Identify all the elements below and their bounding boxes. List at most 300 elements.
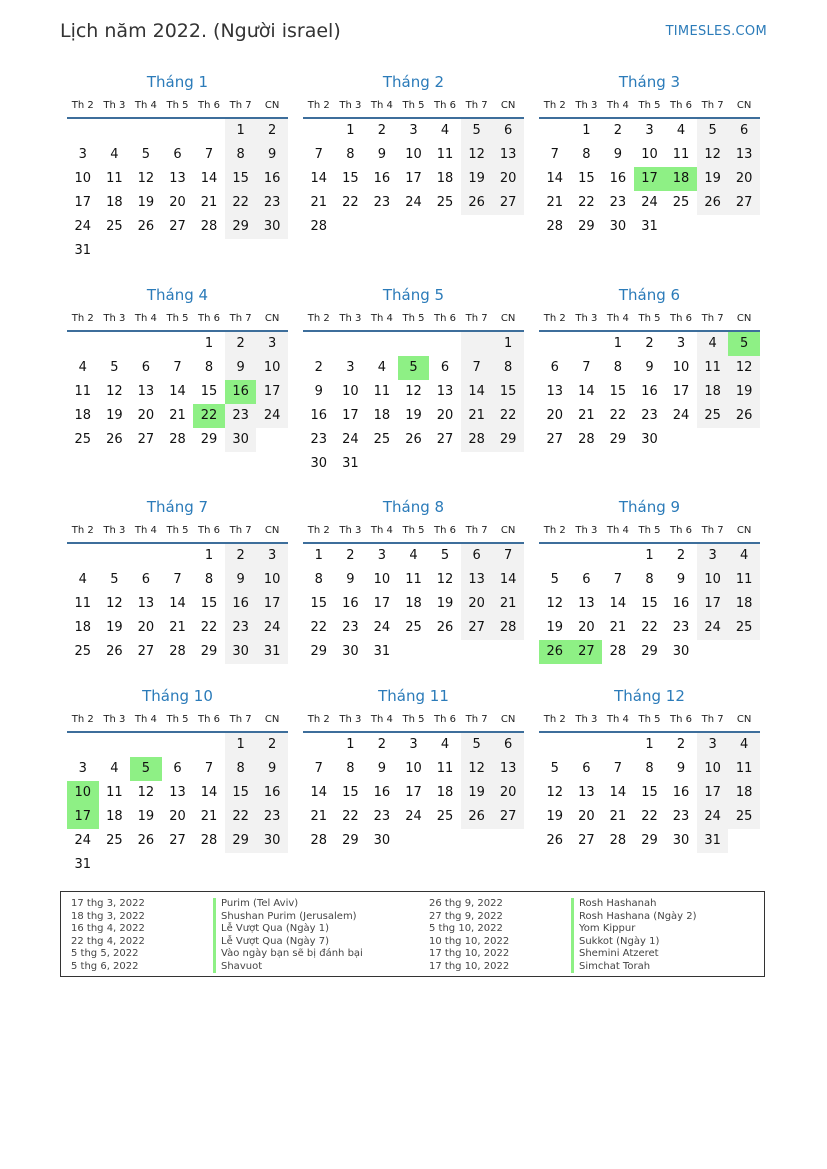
day-cell: 23 xyxy=(672,620,690,635)
day-cell: 8 xyxy=(314,572,323,587)
day-cell: 14 xyxy=(492,568,524,592)
weekday-label: Th 3 xyxy=(339,713,362,725)
day-cell: 13 xyxy=(436,384,454,399)
day-cell: 17 xyxy=(405,785,422,800)
day-cell: 25 xyxy=(405,620,422,635)
legend-date: 18 thg 3, 2022 xyxy=(71,910,145,922)
day-cell: 19 xyxy=(106,408,123,423)
day-cell: 3 xyxy=(78,147,87,162)
legend-date: 17 thg 10, 2022 xyxy=(429,948,510,959)
weekday-label: Th 3 xyxy=(103,99,126,111)
day-cell: 20 xyxy=(461,592,493,616)
day-cell: 12 xyxy=(436,572,454,587)
day-cell: 1 xyxy=(645,737,654,752)
empty-cell xyxy=(303,733,335,757)
day-cell: 14 xyxy=(546,171,564,186)
weekday-label: Th 4 xyxy=(370,99,393,111)
weekday-label: Th 5 xyxy=(638,312,661,324)
day-cell: 12 xyxy=(546,596,564,611)
day-cell: 24 xyxy=(373,620,391,635)
day-cell: 30 xyxy=(373,833,391,848)
day-cell: 22 xyxy=(342,195,359,210)
month-block xyxy=(303,284,524,476)
day-cell: 30 xyxy=(256,215,288,239)
day-cell: 21 xyxy=(546,195,564,210)
empty-cell xyxy=(130,332,162,356)
day-cell: 30 xyxy=(342,644,359,659)
day-cell: 27 xyxy=(461,616,493,640)
day-cell: 22 xyxy=(641,809,658,824)
empty-cell xyxy=(398,332,430,356)
day-cell: 11 xyxy=(697,356,729,380)
legend-date: 22 thg 4, 2022 xyxy=(71,935,145,947)
day-cell: 6 xyxy=(582,572,591,587)
day-cell: 28 xyxy=(310,833,328,848)
weekday-label: Th 7 xyxy=(465,524,488,536)
day-cell: 2 xyxy=(676,548,686,563)
day-cell: 25 xyxy=(106,219,123,234)
day-cell: 15 xyxy=(225,167,257,191)
weekday-header xyxy=(539,518,760,542)
empty-cell xyxy=(303,332,335,356)
day-cell: 4 xyxy=(728,733,760,757)
day-cell: 21 xyxy=(169,408,186,423)
day-cell: 27 xyxy=(436,432,454,447)
day-cell: 6 xyxy=(173,147,182,162)
day-cell: 13 xyxy=(578,596,595,611)
weekday-label: Th 3 xyxy=(575,713,598,725)
day-cell: 13 xyxy=(728,143,760,167)
day-cell: 24 xyxy=(256,404,288,428)
day-cell: 26 xyxy=(106,644,123,659)
weekday-label: Th 3 xyxy=(575,312,598,324)
day-cell: 18 xyxy=(728,781,760,805)
day-cell: 12 xyxy=(461,143,493,167)
day-cell: 20 xyxy=(436,408,454,423)
day-cell: 17 xyxy=(672,384,690,399)
weekday-label: Th 3 xyxy=(339,524,362,536)
day-cell: 28 xyxy=(578,432,595,447)
weekday-header xyxy=(303,707,524,731)
month-name: Tháng 4 xyxy=(146,286,209,304)
day-cell: 10 xyxy=(672,360,690,375)
month-block xyxy=(67,496,288,664)
day-cell: 20 xyxy=(137,408,155,423)
day-cell: 19 xyxy=(461,167,493,191)
empty-cell xyxy=(602,733,634,757)
empty-cell xyxy=(99,733,131,757)
day-cell: 6 xyxy=(141,360,151,375)
day-cell: 20 xyxy=(546,408,564,423)
weekday-label: Th 2 xyxy=(71,713,94,725)
weekday-label: Th 2 xyxy=(543,524,566,536)
day-cell: 17 xyxy=(342,408,359,423)
day-cell: 8 xyxy=(492,356,524,380)
day-cell: 12 xyxy=(728,356,760,380)
day-grid xyxy=(303,332,524,476)
day-cell: 6 xyxy=(173,761,182,776)
day-grid xyxy=(303,733,524,853)
legend-date: 5 thg 10, 2022 xyxy=(429,923,503,934)
weekday-label: Th 7 xyxy=(701,99,724,111)
legend-date: 17 thg 10, 2022 xyxy=(429,960,510,972)
day-cell: 15 xyxy=(200,384,218,399)
empty-cell xyxy=(303,119,335,143)
day-cell: 19 xyxy=(436,596,454,611)
day-cell: 3 xyxy=(676,336,686,351)
day-cell: 29 xyxy=(641,644,658,659)
holiday-day-cell: 5 xyxy=(398,356,430,380)
month-block xyxy=(67,284,288,452)
day-cell: 26 xyxy=(728,404,760,428)
holiday-day-cell: 26 xyxy=(539,640,571,664)
day-cell: 24 xyxy=(405,809,422,824)
weekday-header xyxy=(67,93,288,117)
day-cell: 12 xyxy=(137,171,155,186)
day-cell: 7 xyxy=(613,761,623,776)
day-cell: 4 xyxy=(440,737,450,752)
weekday-label: Th 5 xyxy=(638,99,661,111)
day-cell: 23 xyxy=(373,195,391,210)
day-cell: 6 xyxy=(550,360,559,375)
day-cell: 28 xyxy=(200,833,218,848)
day-cell: 15 xyxy=(641,596,658,611)
day-cell: 27 xyxy=(169,219,186,234)
day-cell: 17 xyxy=(256,592,288,616)
day-cell: 21 xyxy=(578,408,595,423)
day-cell: 16 xyxy=(609,171,627,186)
day-cell: 31 xyxy=(697,829,729,853)
day-cell: 4 xyxy=(78,360,87,375)
day-grid xyxy=(539,544,760,664)
day-cell: 26 xyxy=(697,191,729,215)
legend-holiday: Lễ Vượt Qua (Ngày 1) xyxy=(213,923,363,936)
day-cell: 18 xyxy=(436,785,454,800)
day-cell: 13 xyxy=(492,757,524,781)
holiday-day-cell: 22 xyxy=(193,404,225,428)
month-block xyxy=(67,71,288,263)
day-cell: 15 xyxy=(342,785,359,800)
weekday-header xyxy=(303,518,524,542)
day-cell: 20 xyxy=(578,809,595,824)
day-cell: 18 xyxy=(373,408,391,423)
day-cell: 23 xyxy=(225,616,257,640)
holiday-legend xyxy=(60,891,765,977)
legend-holiday: Sukkot (Ngày 1) xyxy=(571,936,697,949)
day-cell: 12 xyxy=(405,384,422,399)
day-cell: 25 xyxy=(728,805,760,829)
empty-cell xyxy=(193,733,225,757)
day-cell: 10 xyxy=(641,147,658,162)
day-cell: 19 xyxy=(137,195,155,210)
weekday-label: Th 3 xyxy=(339,312,362,324)
month-block xyxy=(67,685,288,877)
day-cell: 10 xyxy=(405,147,422,162)
day-cell: 7 xyxy=(492,544,524,568)
holiday-day-cell: 16 xyxy=(225,380,257,404)
day-cell: 16 xyxy=(225,592,257,616)
day-cell: 9 xyxy=(676,572,686,587)
day-cell: 5 xyxy=(440,548,450,563)
month-block xyxy=(303,496,524,664)
weekday-label: Th 5 xyxy=(166,99,189,111)
day-cell: 25 xyxy=(373,432,391,447)
page-title: Lịch năm 2022. (Người israel) xyxy=(60,20,341,42)
day-cell: 17 xyxy=(373,596,391,611)
weekday-label: Th 6 xyxy=(434,99,457,111)
legend-dates-col2 xyxy=(429,898,509,973)
day-cell: 16 xyxy=(256,781,288,805)
day-cell: 4 xyxy=(409,548,418,563)
day-cell: 24 xyxy=(672,408,690,423)
weekday-label: Th 6 xyxy=(198,713,221,725)
day-cell: 13 xyxy=(169,171,186,186)
day-cell: 11 xyxy=(436,147,454,162)
legend-holiday: Shushan Purim (Jerusalem) xyxy=(213,911,363,924)
day-cell: 15 xyxy=(310,596,328,611)
day-cell: 17 xyxy=(697,592,729,616)
empty-cell xyxy=(130,119,162,143)
weekday-label: CN xyxy=(736,713,752,725)
day-cell: 2 xyxy=(256,119,288,143)
day-cell: 26 xyxy=(461,805,493,829)
day-cell: 16 xyxy=(672,785,690,800)
weekday-label: CN xyxy=(264,713,280,725)
day-cell: 24 xyxy=(405,195,422,210)
day-cell: 20 xyxy=(728,167,760,191)
day-cell: 28 xyxy=(609,833,627,848)
day-cell: 21 xyxy=(200,195,218,210)
day-cell: 29 xyxy=(310,644,328,659)
legend-holiday: Simchat Torah xyxy=(571,961,697,974)
day-cell: 11 xyxy=(405,572,422,587)
day-cell: 2 xyxy=(676,737,686,752)
legend-holiday: Lễ Vượt Qua (Ngày 7) xyxy=(213,936,363,949)
day-cell: 18 xyxy=(697,380,729,404)
day-cell: 20 xyxy=(492,781,524,805)
weekday-label: Th 5 xyxy=(166,524,189,536)
day-cell: 29 xyxy=(225,215,257,239)
day-cell: 2 xyxy=(314,360,323,375)
day-cell: 26 xyxy=(461,191,493,215)
weekday-label: CN xyxy=(264,99,280,111)
legend-date: 16 thg 4, 2022 xyxy=(71,923,145,934)
day-cell: 16 xyxy=(641,384,658,399)
day-cell: 29 xyxy=(200,432,218,447)
day-cell: 21 xyxy=(310,809,328,824)
weekday-label: Th 4 xyxy=(370,312,393,324)
day-cell: 15 xyxy=(492,380,524,404)
empty-cell xyxy=(130,544,162,568)
day-cell: 16 xyxy=(672,596,690,611)
day-cell: 23 xyxy=(672,809,690,824)
day-cell: 8 xyxy=(645,572,654,587)
day-cell: 16 xyxy=(373,785,391,800)
weekday-label: CN xyxy=(736,524,752,536)
weekday-label: Th 6 xyxy=(198,99,221,111)
empty-cell xyxy=(193,119,225,143)
holiday-day-cell: 10 xyxy=(67,781,99,805)
day-cell: 10 xyxy=(697,757,729,781)
day-cell: 12 xyxy=(697,143,729,167)
day-cell: 21 xyxy=(310,195,328,210)
day-cell: 23 xyxy=(256,191,288,215)
legend-date: 5 thg 5, 2022 xyxy=(71,948,139,959)
weekday-label: Th 5 xyxy=(166,312,189,324)
empty-cell xyxy=(99,544,131,568)
day-cell: 28 xyxy=(492,616,524,640)
day-cell: 5 xyxy=(550,761,559,776)
day-cell: 28 xyxy=(169,644,186,659)
day-cell: 9 xyxy=(645,360,654,375)
day-cell: 19 xyxy=(137,809,155,824)
empty-cell xyxy=(162,119,194,143)
day-cell: 7 xyxy=(204,147,214,162)
day-cell: 25 xyxy=(697,404,729,428)
month-name: Tháng 10 xyxy=(142,687,213,705)
weekday-label: CN xyxy=(500,99,516,111)
day-cell: 8 xyxy=(225,143,257,167)
weekday-label: Th 6 xyxy=(670,524,693,536)
day-cell: 31 xyxy=(256,640,288,664)
month-name: Tháng 3 xyxy=(618,73,681,91)
day-cell: 13 xyxy=(578,785,595,800)
weekday-label: Th 3 xyxy=(103,524,126,536)
weekday-label: Th 7 xyxy=(701,524,724,536)
site-link[interactable]: TIMESLES.COM xyxy=(665,24,767,39)
day-cell: 9 xyxy=(314,384,323,399)
day-cell: 11 xyxy=(436,761,454,776)
legend-holiday: Yom Kippur xyxy=(571,923,697,936)
day-cell: 9 xyxy=(676,761,686,776)
weekday-label: Th 6 xyxy=(670,312,693,324)
day-cell: 20 xyxy=(169,809,186,824)
day-cell: 13 xyxy=(492,143,524,167)
day-cell: 6 xyxy=(440,360,450,375)
weekday-label: Th 4 xyxy=(606,713,629,725)
legend-names-col2 xyxy=(571,898,697,973)
day-cell: 3 xyxy=(645,123,654,138)
month-block xyxy=(539,71,760,239)
weekday-label: Th 2 xyxy=(307,524,330,536)
day-cell: 19 xyxy=(405,408,422,423)
weekday-label: Th 7 xyxy=(229,524,252,536)
day-cell: 2 xyxy=(225,544,257,568)
legend-date: 5 thg 6, 2022 xyxy=(71,960,139,972)
month-name: Tháng 1 xyxy=(146,73,209,91)
day-cell: 30 xyxy=(225,428,257,452)
legend-date: 10 thg 10, 2022 xyxy=(429,935,510,947)
weekday-header xyxy=(303,93,524,117)
day-cell: 15 xyxy=(225,781,257,805)
month-name: Tháng 12 xyxy=(614,687,685,705)
day-cell: 2 xyxy=(377,737,387,752)
weekday-label: Th 2 xyxy=(71,312,94,324)
weekday-label: Th 4 xyxy=(134,713,157,725)
month-name: Tháng 6 xyxy=(618,286,681,304)
day-cell: 11 xyxy=(106,785,123,800)
day-cell: 29 xyxy=(200,644,218,659)
day-cell: 31 xyxy=(74,857,92,872)
day-cell: 30 xyxy=(641,432,658,447)
day-cell: 10 xyxy=(74,171,92,186)
day-cell: 2 xyxy=(346,548,355,563)
empty-cell xyxy=(461,332,493,356)
day-cell: 29 xyxy=(578,219,595,234)
day-cell: 8 xyxy=(582,147,591,162)
day-grid xyxy=(67,119,288,263)
day-cell: 23 xyxy=(373,809,391,824)
legend-dates-col1 xyxy=(71,898,145,973)
weekday-label: Th 7 xyxy=(465,713,488,725)
day-cell: 2 xyxy=(645,336,654,351)
day-cell: 22 xyxy=(342,809,359,824)
month-name: Tháng 11 xyxy=(378,687,449,705)
day-cell: 1 xyxy=(225,733,257,757)
day-cell: 26 xyxy=(137,219,155,234)
weekday-label: Th 7 xyxy=(701,713,724,725)
day-cell: 30 xyxy=(310,456,328,471)
day-cell: 16 xyxy=(373,171,391,186)
day-cell: 20 xyxy=(137,620,155,635)
day-cell: 5 xyxy=(110,572,119,587)
weekday-label: Th 3 xyxy=(103,312,126,324)
day-cell: 15 xyxy=(200,596,218,611)
day-cell: 3 xyxy=(697,544,729,568)
day-cell: 1 xyxy=(492,332,524,356)
weekday-label: Th 2 xyxy=(307,99,330,111)
day-cell: 9 xyxy=(377,147,387,162)
weekday-label: Th 7 xyxy=(229,312,252,324)
day-cell: 6 xyxy=(492,733,524,757)
weekday-label: Th 2 xyxy=(543,99,566,111)
day-cell: 20 xyxy=(169,195,186,210)
weekday-label: Th 7 xyxy=(229,713,252,725)
empty-cell xyxy=(571,332,603,356)
day-cell: 4 xyxy=(728,544,760,568)
legend-holiday: Purim (Tel Aviv) xyxy=(213,898,363,911)
day-cell: 1 xyxy=(314,548,323,563)
day-cell: 12 xyxy=(137,785,155,800)
day-grid xyxy=(303,119,524,239)
day-cell: 7 xyxy=(204,761,214,776)
day-cell: 7 xyxy=(173,572,182,587)
day-cell: 1 xyxy=(204,548,214,563)
weekday-label: Th 6 xyxy=(670,713,693,725)
weekday-label: Th 4 xyxy=(134,99,157,111)
day-cell: 3 xyxy=(346,360,355,375)
day-cell: 23 xyxy=(641,408,658,423)
holiday-day-cell: 27 xyxy=(571,640,603,664)
day-cell: 16 xyxy=(342,596,359,611)
empty-cell xyxy=(539,544,571,568)
day-cell: 25 xyxy=(436,195,454,210)
day-cell: 10 xyxy=(256,356,288,380)
day-cell: 15 xyxy=(609,384,627,399)
day-cell: 21 xyxy=(609,809,627,824)
day-cell: 28 xyxy=(200,219,218,234)
day-cell: 10 xyxy=(405,761,422,776)
weekday-label: Th 5 xyxy=(402,99,425,111)
empty-cell xyxy=(539,119,571,143)
day-cell: 10 xyxy=(342,384,359,399)
day-cell: 22 xyxy=(200,620,218,635)
day-cell: 18 xyxy=(106,809,123,824)
day-cell: 23 xyxy=(225,404,257,428)
day-cell: 11 xyxy=(672,147,690,162)
day-cell: 9 xyxy=(377,761,387,776)
day-cell: 21 xyxy=(200,809,218,824)
